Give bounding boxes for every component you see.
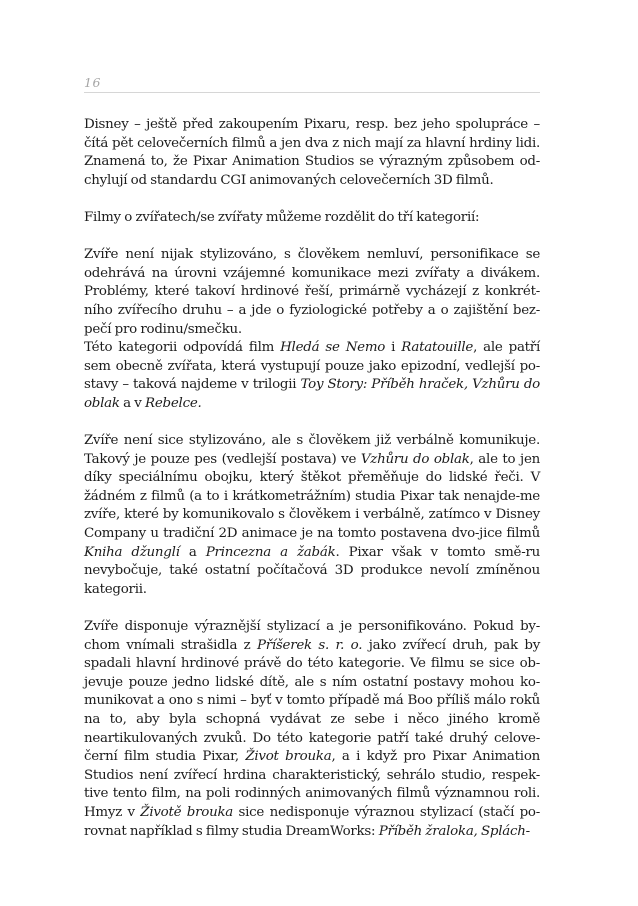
body-text bbox=[84, 116, 540, 841]
text-run: a v bbox=[119, 395, 146, 411]
paragraph-category-one-examples bbox=[84, 339, 540, 413]
text-run: i bbox=[385, 340, 402, 356]
paragraph-category-three bbox=[84, 618, 540, 841]
film-title: Toy Story: Příběh hraček, Vzhůru do oblak bbox=[84, 377, 540, 411]
text-run: Zvíře disponuje výraznější stylizací a je personifikováno. Pokud by-chom vnímali strašidla z bbox=[84, 619, 540, 653]
film-title: Kniha džunglí bbox=[84, 544, 180, 560]
text-run: Této kategorii odpovídá film bbox=[84, 340, 281, 356]
text-run: . Pixar však v tomto smě-ru nevybočuje, také ostatní počítačová 3D produkce nevolí zmíněnou kategorii. bbox=[84, 544, 541, 597]
text-run: jako zvířecí druh, pak by spadali hlavní hrdinové právě do této kategorie. Ve filmu se sice ob-jevuje pouze jedno lidské dítě, ale s ním ostatní postavy mohou ko-munikovat a ono s nimi – byť v tomto případě má Boo příliš málo roků na to, aby byla schopná vydávat ze sebe i něco jiného kromě neartikulovaných zvuků. Do této kategorie patří také druhý celove-černí film studia Pixar, bbox=[84, 637, 541, 765]
film-title: Příšerek s. r. o. bbox=[256, 637, 363, 653]
paragraph-category-two bbox=[84, 432, 540, 599]
film-title: Příběh žraloka, Splách- bbox=[378, 823, 530, 839]
film-title: Životě brouka bbox=[140, 804, 234, 820]
film-title: Vzhůru do oblak bbox=[360, 451, 470, 467]
paragraph-category-one: Zvíře není nijak stylizováno, s člověkem nemluví, personifikace se odehrává na úrovni vzájemné komunikace mezi zvířaty a divákem. Problémy, které takoví hrdinové řeší, primárně vycházejí z konkrét-ního zvířecího druhu – a jde o fyziologické potřeby a o zajištění bez-pečí pro rodinu/smečku. bbox=[84, 247, 540, 337]
text-run: Zvíře není sice stylizováno, ale s člověkem již verbálně komunikuje. Takový je pouze pes (vedlejší postava) ve bbox=[84, 433, 540, 467]
text-run: , ale patří sem obecně zvířata, která vystupují pouze jako epizodní, vedlejší po-stavy – taková najdeme v trilogii bbox=[84, 340, 540, 393]
film-title: Život brouka bbox=[245, 749, 332, 765]
film-title: Ratatouille bbox=[401, 340, 474, 356]
page-header bbox=[84, 76, 540, 93]
text-run: , ale to jen díky speciálnímu obojku, který štěkot přeměňuje do lidské řeči. V žádném z filmů (a to i krátkometrážním) studia Pixar tak nenajde-me zvíře, které by komunikovalo s člověkem i verbálně, zatímco v Disney Company u tradiční 2D animace je na tomto postavena dvo-jice filmů bbox=[84, 451, 541, 542]
paragraph-categories-intro: Filmy o zvířatech/se zvířaty můžeme rozdělit do tří kategorií: bbox=[84, 209, 480, 225]
film-title: Rebelce. bbox=[145, 395, 202, 411]
film-title: Princezna a žabák bbox=[205, 544, 336, 560]
page-number: 16 bbox=[84, 75, 101, 90]
text-run: sice nedisponuje výraznou stylizací (stačí po-rovnat například s filmy studia DreamWorks: bbox=[84, 804, 540, 839]
text-run: a bbox=[179, 544, 206, 560]
paragraph-intro: Disney – ještě před zakoupením Pixaru, resp. bez jeho spolupráce – čítá pět celovečerních filmů a jen dva z nich mají za hlavní hrdiny lidi. Znamená to, že Pixar Animation Studios se výrazným způsobem od-chylují od standardu CGI animovaných celovečerních 3D filmů. bbox=[84, 117, 540, 188]
text-run: , a i když pro Pixar Animation Studios není zvířecí hrdina charakteristický, sehrálo studio, respek-tive tento film, na poli rodinných animovaných filmů významnou roli. Hmyz v bbox=[84, 749, 541, 820]
film-title: Hledá se Nemo bbox=[280, 340, 386, 356]
